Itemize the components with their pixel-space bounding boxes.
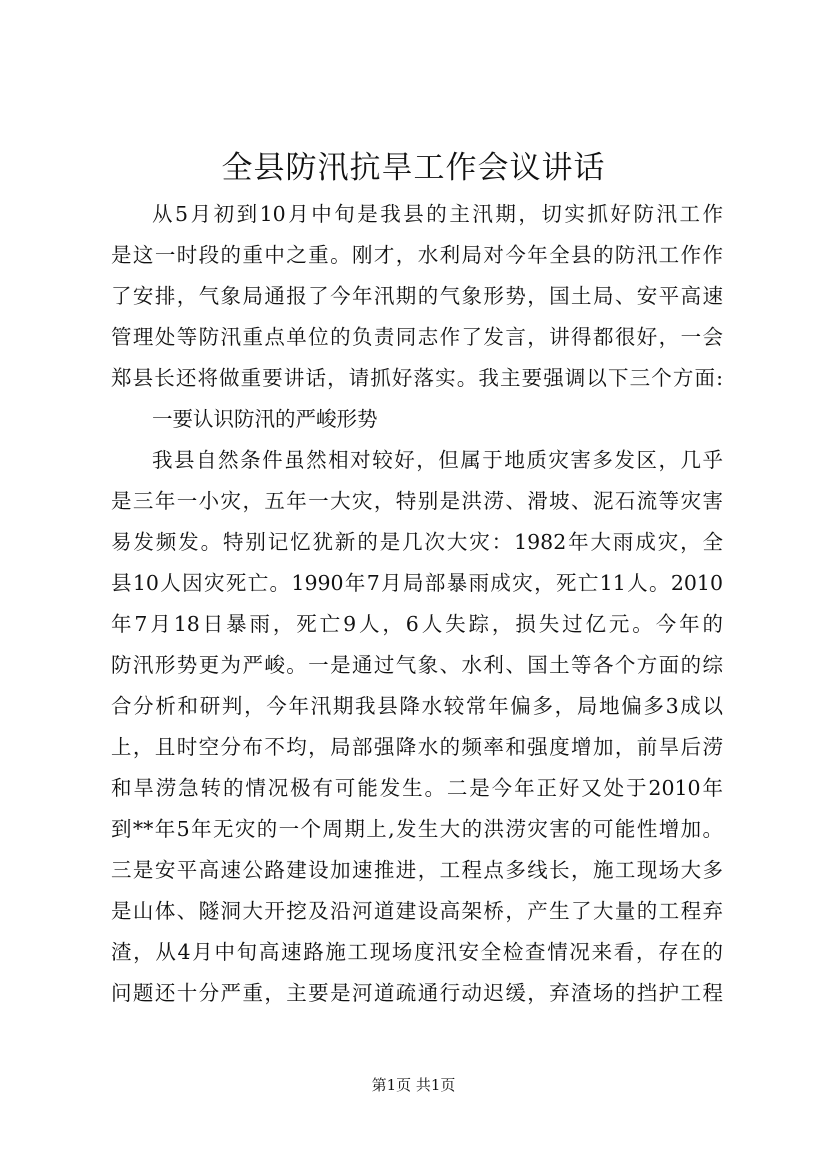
body-line: 郑县长还将做重要讲话，请抓好落实。我主要强调以下三个方面:: [111, 366, 723, 390]
body-line: 防汛形势更为严峻。一是通过气象、水利、国土等各个方面的综: [111, 653, 723, 677]
body-line: 和旱涝急转的情况极有可能发生。二是今年正好又处于2010年: [111, 776, 723, 800]
body-line: 我县自然条件虽然相对较好，但属于地质灾害多发区，几乎: [152, 448, 723, 472]
body-line: 管理处等防汛重点单位的负责同志作了发言，讲得都很好，一会: [111, 325, 723, 349]
body-line: 县10人因灾死亡。1990年7月局部暴雨成灾，死亡11人。2010: [111, 571, 723, 595]
body-line: 了安排，气象局通报了今年汛期的气象形势，国土局、安平高速: [111, 284, 723, 308]
body-line: 是这一时段的重中之重。刚才，水利局对今年全县的防汛工作作: [111, 243, 723, 267]
body-line: 合分析和研判，今年汛期我县降水较常年偏多，局地偏多3成以: [111, 694, 723, 718]
body-line: 三是安平高速公路建设加速推进，工程点多线长，施工现场大多: [111, 858, 723, 882]
body-line: 是山体、隧洞大开挖及沿河道建设高架桥，产生了大量的工程弃: [111, 899, 723, 923]
page-footer: 第1页 共1页: [371, 1076, 456, 1094]
body-line: 易发频发。特别记忆犹新的是几次大灾：1982年大雨成灾，全: [111, 530, 723, 554]
document-title: 全县防汛抗旱工作会议讲话: [221, 150, 606, 186]
body-line: 问题还十分严重，主要是河道疏通行动迟缓，弃渣场的挡护工程: [111, 981, 723, 1005]
body-line: 年7月18日暴雨，死亡9人，6人失踪，损失过亿元。今年的: [111, 612, 723, 636]
body-line: 从5月初到10月中旬是我县的主汛期，切实抓好防汛工作: [152, 202, 723, 226]
section-heading: 一要认识防汛的严峻形势: [152, 407, 378, 431]
body-line: 到**年5年无灾的一个周期上,发生大的洪涝灾害的可能性增加。: [111, 817, 723, 841]
body-line: 渣，从4月中旬高速路施工现场度汛安全检查情况来看，存在的: [111, 940, 723, 964]
body-line: 上，且时空分布不均，局部强降水的频率和强度增加，前旱后涝: [111, 735, 723, 759]
body-line: 是三年一小灾，五年一大灾，特别是洪涝、滑坡、泥石流等灾害: [111, 489, 723, 513]
document-body: [111, 194, 723, 1014]
